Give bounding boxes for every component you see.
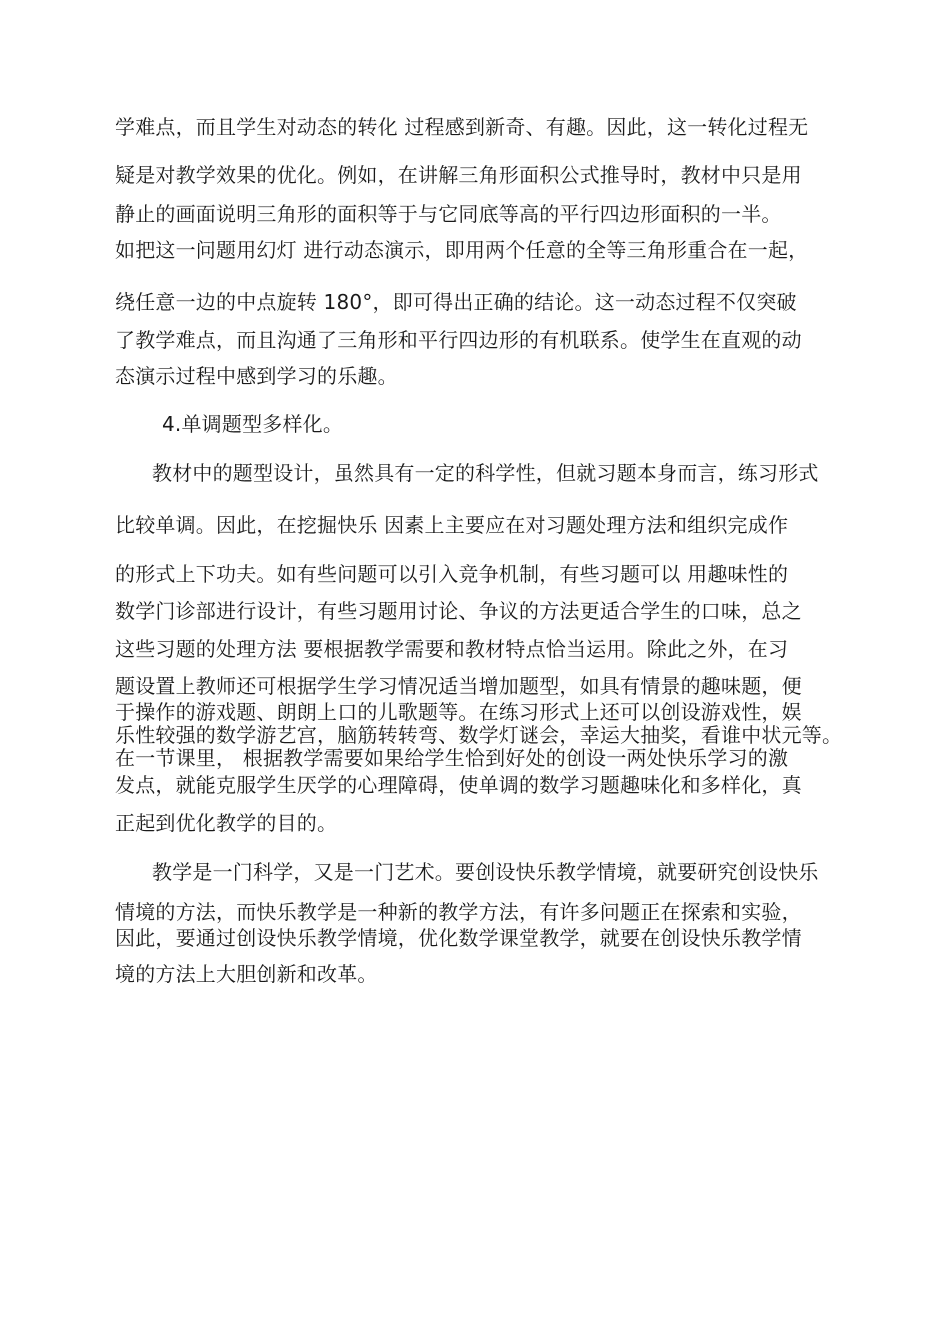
text-line-23: 境的方法上大胆创新和改革。 (115, 962, 378, 986)
text-line-6: 了教学难点，而且沟通了三角形和平行四边形的有机联系。使学生在直观的动 (115, 328, 802, 352)
text-line-12: 数学门诊部进行设计，有些习题用讨论、争议的方法更适合学生的口味，总之 (115, 599, 802, 623)
section-heading: 4.单调题型多样化。 (162, 412, 344, 436)
text-line-18: 发点，就能克服学生厌学的心理障碍，使单调的数学习题趣味化和多样化，真 (115, 773, 802, 797)
text-line-7: 态演示过程中感到学习的乐趣。 (115, 364, 398, 388)
text-line-13: 这些习题的处理方法 要根据教学需要和教材特点恰当运用。除此之外，在习 (115, 637, 789, 661)
text-line-20: 教学是一门科学，又是一门艺术。要创设快乐教学情境，就要研究创设快乐 (152, 860, 819, 884)
text-line-10: 比较单调。因此，在挖掘快乐 因素上主要应在对习题处理方法和组织完成作 (115, 513, 789, 537)
text-line-2: 疑是对教学效果的优化。例如，在讲解三角形面积公式推导时，教材中只是用 (115, 163, 802, 187)
text-line-11: 的形式上下功夫。如有些问题可以引入竞争机制，有些习题可以 用趣味性的 (115, 562, 789, 586)
text-line-1: 学难点，而且学生对动态的转化 过程感到新奇、有趣。因此，这一转化过程无 (115, 115, 809, 139)
text-line-9: 教材中的题型设计，虽然具有一定的科学性，但就习题本身而言，练习形式 (152, 461, 819, 485)
text-line-14: 题设置上教师还可根据学生学习情况适当增加题型，如具有情景的趣味题，便 (115, 674, 802, 698)
text-line-17: 在一节课里， 根据教学需要如果给学生恰到好处的创设一两处快乐学习的激 (115, 746, 789, 770)
text-line-21: 情境的方法，而快乐教学是一种新的教学方法，有许多问题正在探索和实验， (115, 900, 802, 924)
text-line-16: 乐性较强的数学游艺宫，脑筋转转弯、数学灯谜会，幸运大抽奖，看谁中状元等。 (115, 723, 843, 747)
text-line-22: 因此，要通过创设快乐教学情境，优化数学课堂教学，就要在创设快乐教学情 (115, 926, 802, 950)
text-line-19: 正起到优化教学的目的。 (115, 811, 338, 835)
text-line-4: 如把这一问题用幻灯 进行动态演示，即用两个任意的全等三角形重合在一起， (115, 238, 809, 262)
text-line-3: 静止的画面说明三角形的面积等于与它同底等高的平行四边形面积的一半。 (115, 202, 782, 226)
text-line-15: 于操作的游戏题、朗朗上口的儿歌题等。在练习形式上还可以创设游戏性，娱 (115, 700, 802, 724)
text-line-5: 绕任意一边的中点旋转 180°，即可得出正确的结论。这一动态过程不仅突破 (115, 290, 797, 314)
